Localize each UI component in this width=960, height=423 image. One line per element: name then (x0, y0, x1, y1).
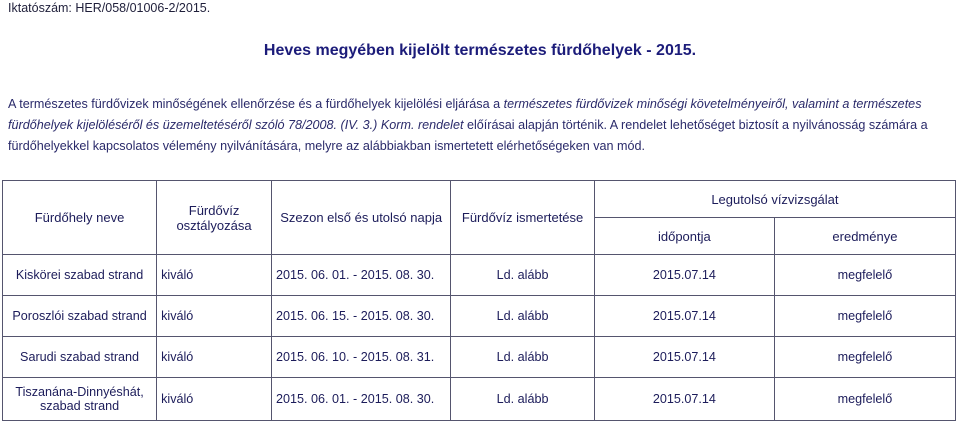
cell-result: megfelelő (774, 255, 955, 296)
cell-name: Tiszanána-Dinnyéshát, szabad strand (3, 378, 157, 421)
cell-season: 2015. 06. 15. - 2015. 08. 30. (271, 296, 450, 337)
cell-result: megfelelő (774, 378, 955, 421)
cell-name: Kiskörei szabad strand (3, 255, 157, 296)
cell-season: 2015. 06. 01. - 2015. 08. 30. (271, 378, 450, 421)
intro-regulation-italic: természetes fürdővizek minőségi követelményeiről, valamint a természetes fürdőhelyek kijelöléséről és üzemeltetéséről szóló 78/2008. (IV. 3.) Korm. rendelet (8, 97, 922, 132)
cell-season: 2015. 06. 10. - 2015. 08. 31. (271, 337, 450, 378)
table-row (3, 255, 956, 296)
cell-rating: kiváló (157, 378, 272, 421)
cell-date: 2015.07.14 (594, 255, 774, 296)
table-row (3, 296, 956, 337)
header-last-test: Legutolsó vízvizsgálat (594, 181, 955, 218)
header-rating: Fürdővíz osztályozása (157, 181, 272, 255)
table-row (3, 337, 956, 378)
table-header-row (3, 181, 956, 218)
cell-date: 2015.07.14 (594, 296, 774, 337)
cell-rating: kiváló (157, 255, 272, 296)
cell-rating: kiváló (157, 296, 272, 337)
cell-date: 2015.07.14 (594, 337, 774, 378)
cell-season: 2015. 06. 01. - 2015. 08. 30. (271, 255, 450, 296)
cell-description-link[interactable]: Ld. alább (451, 296, 595, 337)
cell-description-link[interactable]: Ld. alább (451, 337, 595, 378)
table-row (3, 378, 956, 421)
header-season: Szezon első és utolsó napja (271, 181, 450, 255)
header-description: Fürdővíz ismertetése (451, 181, 595, 255)
intro-text-2: előírásai alapján történik. A rendelet lehetőséget biztosít a nyilvánosság számára a fürdőhelyekkel kapcsolatos vélemény nyilvánítására, melyre az alábbiakban ismertetett elérhetőségeken van mód. (8, 118, 928, 153)
cell-description-link[interactable]: Ld. alább (451, 378, 595, 421)
header-result: eredménye (774, 218, 955, 255)
cell-result: megfelelő (774, 296, 955, 337)
page-title: Heves megyében kijelölt természetes fürdőhelyek - 2015. (263, 42, 697, 59)
cell-date: 2015.07.14 (594, 378, 774, 421)
document-reference: Iktatószám: HER/058/01006-2/2015. (8, 1, 211, 15)
cell-name: Sarudi szabad strand (3, 337, 157, 378)
intro-paragraph (8, 94, 952, 157)
cell-name: Poroszlói szabad strand (3, 296, 157, 337)
header-date: időpontja (594, 218, 774, 255)
intro-text-1: A természetes fürdővizek minőségének ellenőrzése és a fürdőhelyek kijelölési eljárása a (8, 97, 504, 111)
bathing-sites-table (2, 180, 956, 421)
cell-rating: kiváló (157, 337, 272, 378)
cell-result: megfelelő (774, 337, 955, 378)
cell-description-link[interactable]: Ld. alább (451, 255, 595, 296)
header-name: Fürdőhely neve (3, 181, 157, 255)
